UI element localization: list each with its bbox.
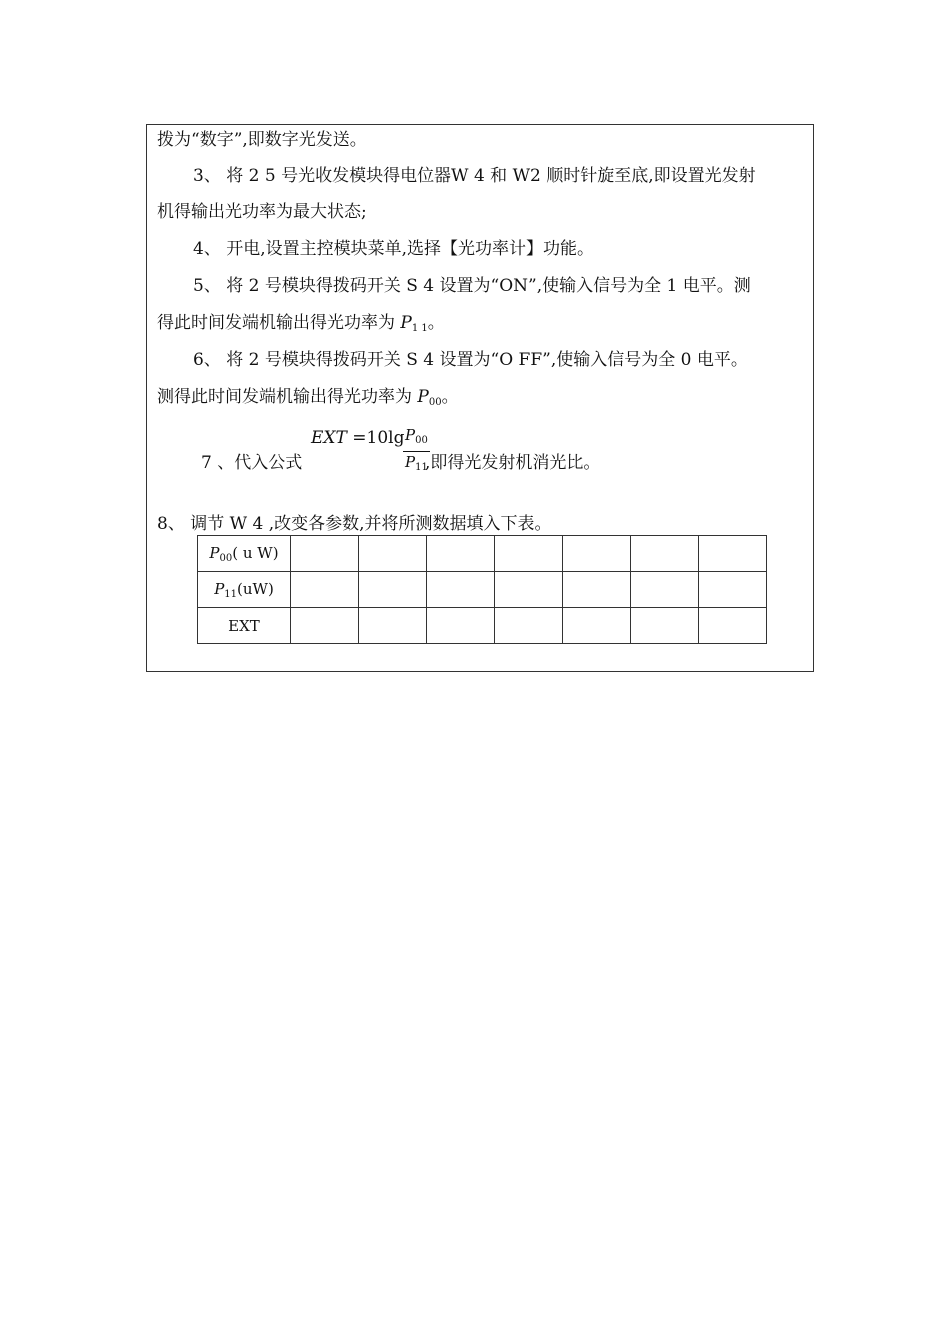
den-p: P	[405, 453, 416, 471]
table-cell[interactable]	[359, 536, 427, 572]
step6-end: 。	[441, 387, 459, 407]
table-row	[198, 608, 767, 644]
row-header-p00	[198, 536, 291, 572]
text-line-1: 拨为“数字”,即数字光发送。	[157, 130, 367, 150]
p00-subscript: 00	[428, 397, 442, 408]
table-cell[interactable]	[495, 572, 563, 608]
table-cell[interactable]	[359, 572, 427, 608]
step6-text: 测得此时间发端机输出得光功率为	[157, 387, 418, 407]
row-header-p11	[198, 572, 291, 608]
row-header-ext: EXT	[198, 608, 291, 644]
ext-symbol: EXT	[311, 428, 347, 448]
table-cell[interactable]	[699, 536, 767, 572]
fraction-numerator	[403, 425, 430, 452]
p11-label: P	[214, 579, 225, 598]
num-p: P	[405, 426, 416, 444]
p11-unit: (uW)	[237, 579, 274, 598]
table-cell[interactable]	[699, 572, 767, 608]
text-line-step7-suffix: ,即得光发射机消光比。	[425, 453, 601, 473]
p11-subscript: 1 1	[411, 323, 428, 334]
data-table	[197, 535, 767, 644]
step5-text: 得此时间发端机输出得光功率为	[157, 313, 401, 333]
table-cell[interactable]	[359, 608, 427, 644]
p00-label: P	[209, 543, 220, 562]
p00-symbol: P	[417, 387, 429, 407]
num-sub: 00	[415, 435, 428, 446]
table-cell[interactable]	[291, 572, 359, 608]
table-row	[198, 572, 767, 608]
p11-label-sub: 11	[224, 588, 238, 600]
table-cell[interactable]	[427, 608, 495, 644]
table-cell[interactable]	[495, 608, 563, 644]
table-row	[198, 536, 767, 572]
text-line-step6-cont	[157, 386, 459, 414]
table-cell[interactable]	[631, 608, 699, 644]
table-cell[interactable]	[495, 536, 563, 572]
table-cell[interactable]	[631, 536, 699, 572]
table-cell[interactable]	[563, 572, 631, 608]
text-line-step6: 6、 将 2 号模块得拨码开关 S 4 设置为“O FF”,使输入信号为全 0 电平。	[193, 350, 748, 370]
table-cell[interactable]	[291, 608, 359, 644]
text-line-step3-cont: 机得输出光功率为最大状态;	[157, 202, 367, 222]
table-cell[interactable]	[699, 608, 767, 644]
text-line-step8: 8、 调节 W 4 ,改变各参数,并将所测数据填入下表。	[157, 514, 552, 534]
p00-label-sub: 00	[219, 552, 233, 564]
table-cell[interactable]	[427, 572, 495, 608]
p11-symbol: P	[400, 313, 412, 333]
formula-lhs	[311, 428, 404, 448]
text-line-step4: 4、 开电,设置主控模块菜单,选择【光功率计】功能。	[193, 239, 595, 259]
table-cell[interactable]	[563, 608, 631, 644]
content-box	[146, 124, 814, 672]
formula-eq: =10lg	[346, 428, 405, 448]
table-cell[interactable]	[427, 536, 495, 572]
text-line-step3: 3、 将 2 5 号光收发模块得电位器W 4 和 W2 顺时针旋至底,即设置光发射	[193, 166, 756, 186]
table-cell[interactable]	[291, 536, 359, 572]
text-line-step5: 5、 将 2 号模块得拨码开关 S 4 设置为“ON”,使输入信号为全 1 电平。测	[193, 276, 751, 296]
den-sub: 11	[415, 462, 428, 473]
table-cell[interactable]	[631, 572, 699, 608]
text-line-step7-prefix: 7 、代入公式	[201, 453, 303, 473]
step5-end: 。	[427, 313, 445, 333]
table-cell[interactable]	[563, 536, 631, 572]
p00-unit: ( u W)	[232, 543, 279, 562]
text-line-step5-cont	[157, 312, 445, 340]
